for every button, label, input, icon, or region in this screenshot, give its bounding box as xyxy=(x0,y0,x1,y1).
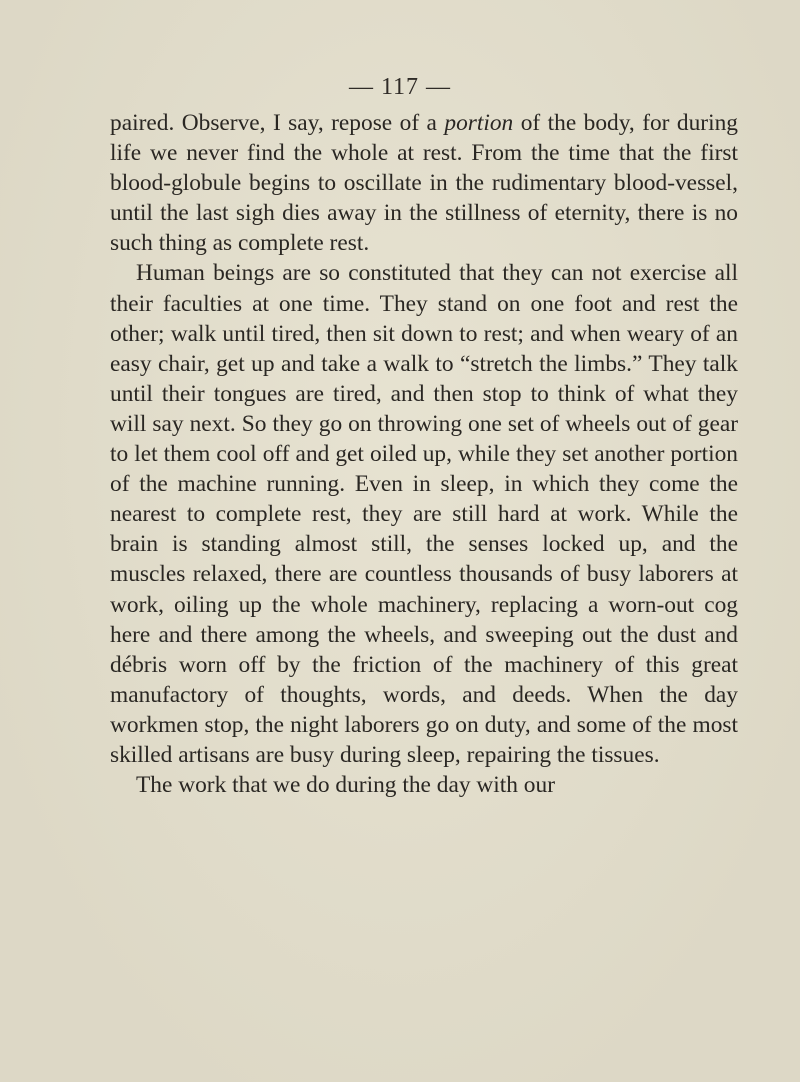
paragraph-text: paired. Observe, I say, repose of a xyxy=(110,110,445,136)
page-number: — 117 — xyxy=(348,74,452,100)
emphasized-word: portion xyxy=(444,110,514,136)
paragraph: Human beings are so constituted that they can not exercise all their faculties at one time. They stand on one foot and rest the other; walk until tired, then sit down to rest; and when weary of an easy chair, get up and take a walk to “stretch the limbs.” They talk until their tongues are tired, and then stop to think of what they will say next. So they go on throwing one set of wheels out of gear to let them cool off and get oiled up, while they set another portion of the machine running. Even in sleep, in which they come the nearest to complete rest, they are still hard at work. While the brain is standing almost still, the senses locked up, and the muscles relaxed, there are countless thousands of busy laborers at work, oiling up the whole machinery, replacing a worn-out cog here and there among the wheels, and sweeping out the dust and débris worn off by the friction of the machinery of this great manufactory of thoughts, words, and deeds. When the day workmen stop, the night laborers go on duty, and some of the most skilled artisans are busy during sleep, repairing the tissues. xyxy=(110,260,738,768)
paragraph-text: of the body, for during life we never find the whole at rest. From the time that the first blood-globule begins to oscillate in the rudimentary blood-vessel, until the last sigh dies away in the stillness of eternity, there is no such thing as complete rest. xyxy=(110,110,738,257)
paragraph: The work that we do during the day with our xyxy=(136,772,555,799)
body-text xyxy=(110,108,738,800)
paragraph-continued xyxy=(110,108,738,258)
